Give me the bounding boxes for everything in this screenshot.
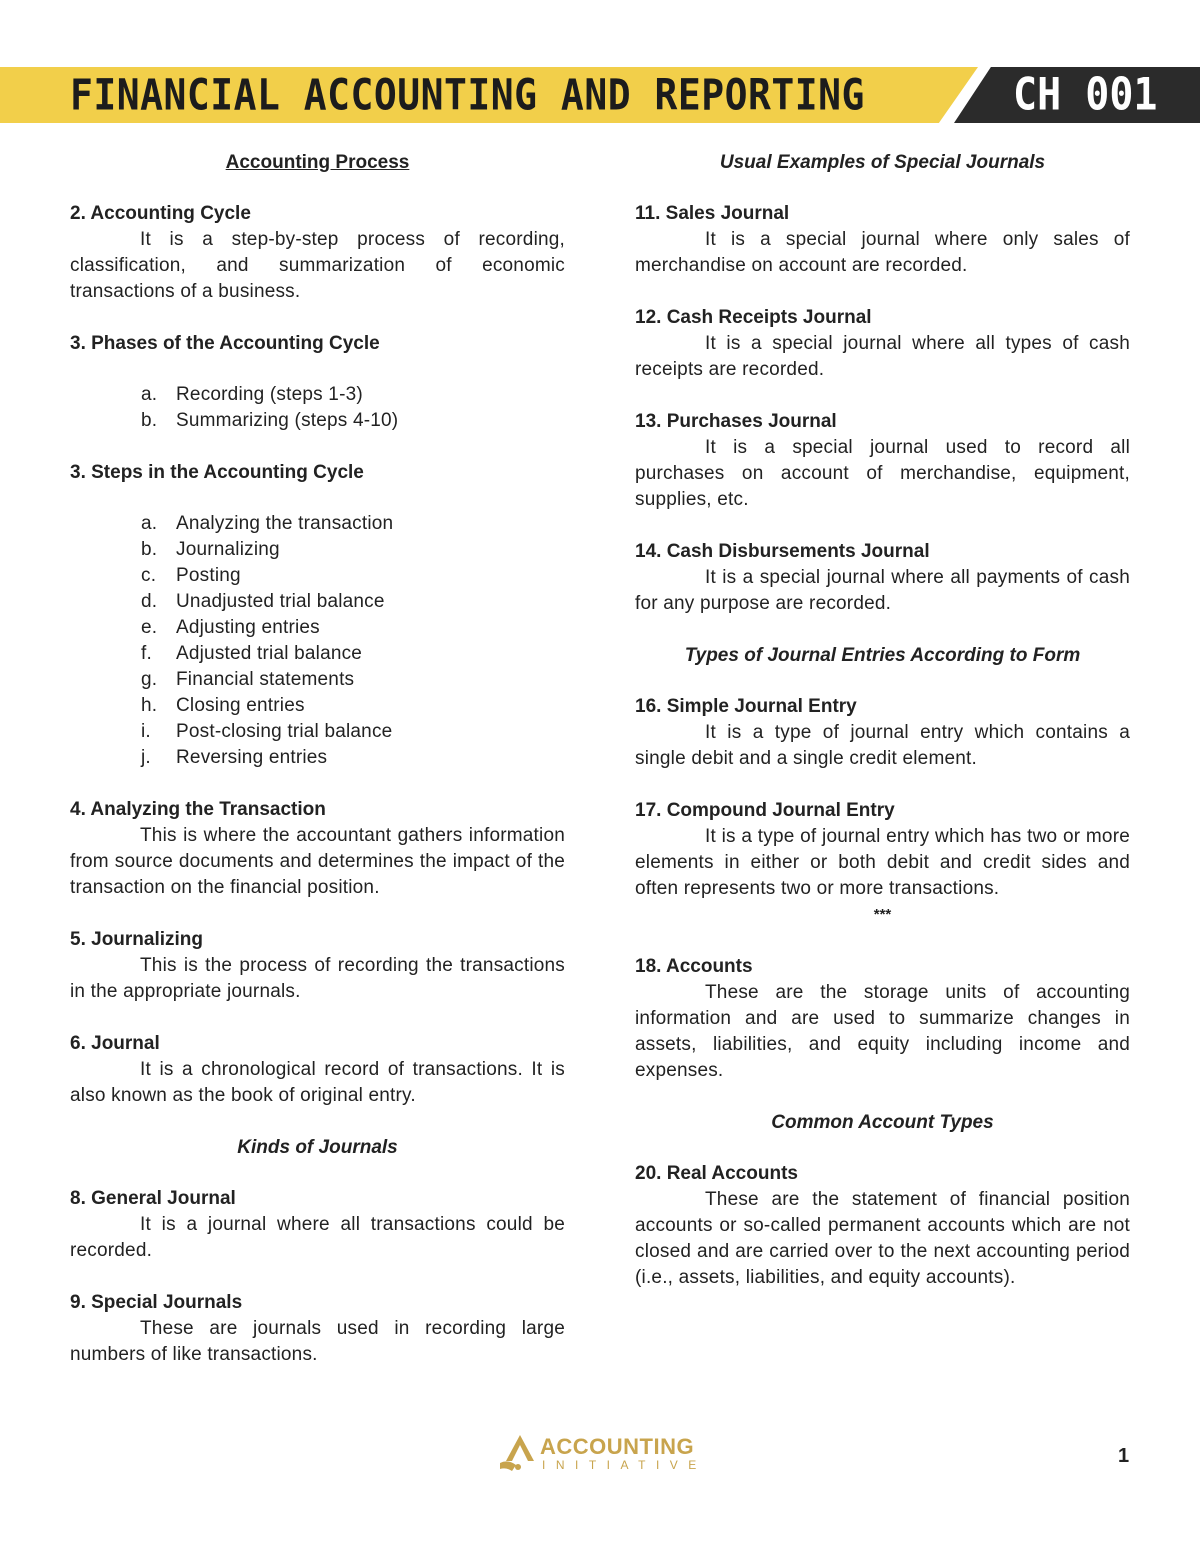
item-body: It is a journal where all transactions could be recorded. xyxy=(70,1214,565,1261)
item-heading: 6. Journal xyxy=(70,1033,160,1054)
logo-mark-icon xyxy=(498,1433,534,1473)
item-body: It is a step-by-step process of recording, classification, and summarization of economic transactions of a business. xyxy=(70,229,565,302)
item-body: It is a special journal where all payments of cash for any purpose are recorded. xyxy=(635,567,1130,614)
item-sales-journal xyxy=(635,201,1130,279)
item-simple-journal-entry xyxy=(635,694,1130,772)
item-body: It is a chronological record of transactions. It is also known as the book of original entry. xyxy=(70,1059,565,1106)
list-item: i. Post-closing trial balance xyxy=(141,721,393,742)
left-column xyxy=(70,150,565,1394)
item-journal xyxy=(70,1031,565,1109)
item-special-journals xyxy=(70,1290,565,1368)
steps-list xyxy=(70,511,565,771)
item-body: These are the storage units of accounting information and are used to summarize changes in assets, liabilities, and equity including income and expenses. xyxy=(635,982,1130,1081)
header-banner xyxy=(0,67,1200,123)
list-item: a. Analyzing the transaction xyxy=(141,513,394,534)
item-heading: 12. Cash Receipts Journal xyxy=(635,307,872,328)
list-item: g. Financial statements xyxy=(141,669,355,690)
item-cash-receipts-journal xyxy=(635,305,1130,383)
page-number: 1 xyxy=(1118,1445,1130,1467)
list-item: b. Summarizing (steps 4-10) xyxy=(141,410,399,431)
item-body: These are the statement of financial position accounts or so-called permanent accounts which are not closed and are carried over to the next accounting period (i.e., assets, liabilities, and equity accounts). xyxy=(635,1189,1130,1288)
list-item: f. Adjusted trial balance xyxy=(141,643,363,664)
item-body: It is a special journal where only sales of merchandise on account are recorded. xyxy=(635,229,1130,276)
section-title-journal-entry-types: Types of Journal Entries According to Form xyxy=(684,645,1081,666)
accounting-initiative-logo xyxy=(498,1433,708,1475)
list-item: c. Posting xyxy=(141,565,241,586)
section-title-kinds-of-journals: Kinds of Journals xyxy=(237,1137,398,1158)
item-heading: 9. Special Journals xyxy=(70,1292,243,1313)
item-heading: 14. Cash Disbursements Journal xyxy=(635,541,930,562)
item-heading: 18. Accounts xyxy=(635,956,753,977)
item-heading: 17. Compound Journal Entry xyxy=(635,800,895,821)
item-real-accounts xyxy=(635,1161,1130,1291)
item-body: It is a type of journal entry which contains a single debit and a single credit element. xyxy=(635,722,1130,769)
item-heading: 3. Phases of the Accounting Cycle xyxy=(70,333,380,354)
item-phases xyxy=(70,331,565,434)
logo-word: ACCOUNTING xyxy=(540,1434,695,1459)
item-heading: 4. Analyzing the Transaction xyxy=(70,799,326,820)
item-heading: 13. Purchases Journal xyxy=(635,411,837,432)
list-item: h. Closing entries xyxy=(141,695,305,716)
section-title-accounting-process: Accounting Process xyxy=(225,152,410,173)
item-compound-journal-entry xyxy=(635,798,1130,902)
item-analyzing xyxy=(70,797,565,901)
list-item: b. Journalizing xyxy=(141,539,280,560)
item-cash-disbursements-journal xyxy=(635,539,1130,617)
list-item: d. Unadjusted trial balance xyxy=(141,591,385,612)
section-title-common-account-types: Common Account Types xyxy=(771,1112,994,1133)
item-journalizing xyxy=(70,927,565,1005)
item-heading: 5. Journalizing xyxy=(70,929,204,950)
chapter-label: CH 001 xyxy=(1013,69,1158,121)
item-body: These are journals used in recording large numbers of like transactions. xyxy=(70,1318,565,1365)
item-heading: 8. General Journal xyxy=(70,1188,236,1209)
item-heading: 11. Sales Journal xyxy=(635,203,790,224)
item-body: This is where the accountant gathers information from source documents and determines the impact of the transaction on the financial position. xyxy=(70,825,565,898)
phases-list xyxy=(70,382,565,434)
list-item: e. Adjusting entries xyxy=(141,617,320,638)
document-title: FINANCIAL ACCOUNTING AND REPORTING xyxy=(70,70,865,120)
section-title-special-journal-examples: Usual Examples of Special Journals xyxy=(719,152,1046,173)
item-body: It is a special journal where all types of cash receipts are recorded. xyxy=(635,333,1130,380)
item-body: This is the process of recording the transactions in the appropriate journals. xyxy=(70,955,565,1002)
item-body: It is a type of journal entry which has two or more elements in either or both debit and credit sides and often represents two or more transactions. xyxy=(635,826,1130,899)
item-accounting-cycle xyxy=(70,201,565,305)
item-heading: 2. Accounting Cycle xyxy=(70,203,251,224)
section-separator: *** xyxy=(873,906,892,923)
item-heading: 16. Simple Journal Entry xyxy=(635,696,857,717)
list-item: a. Recording (steps 1-3) xyxy=(141,384,363,405)
logo-subtitle: INITIATIVE xyxy=(542,1458,707,1472)
item-accounts xyxy=(635,954,1130,1084)
item-general-journal xyxy=(70,1186,565,1264)
item-body: It is a special journal used to record all purchases on account of merchandise, equipment, supplies, etc. xyxy=(635,437,1130,510)
item-steps xyxy=(70,460,565,771)
item-purchases-journal xyxy=(635,409,1130,513)
list-item: j. Reversing entries xyxy=(141,747,328,768)
right-column xyxy=(635,150,1130,1317)
item-heading: 3. Steps in the Accounting Cycle xyxy=(70,462,364,483)
item-heading: 20. Real Accounts xyxy=(635,1163,798,1184)
